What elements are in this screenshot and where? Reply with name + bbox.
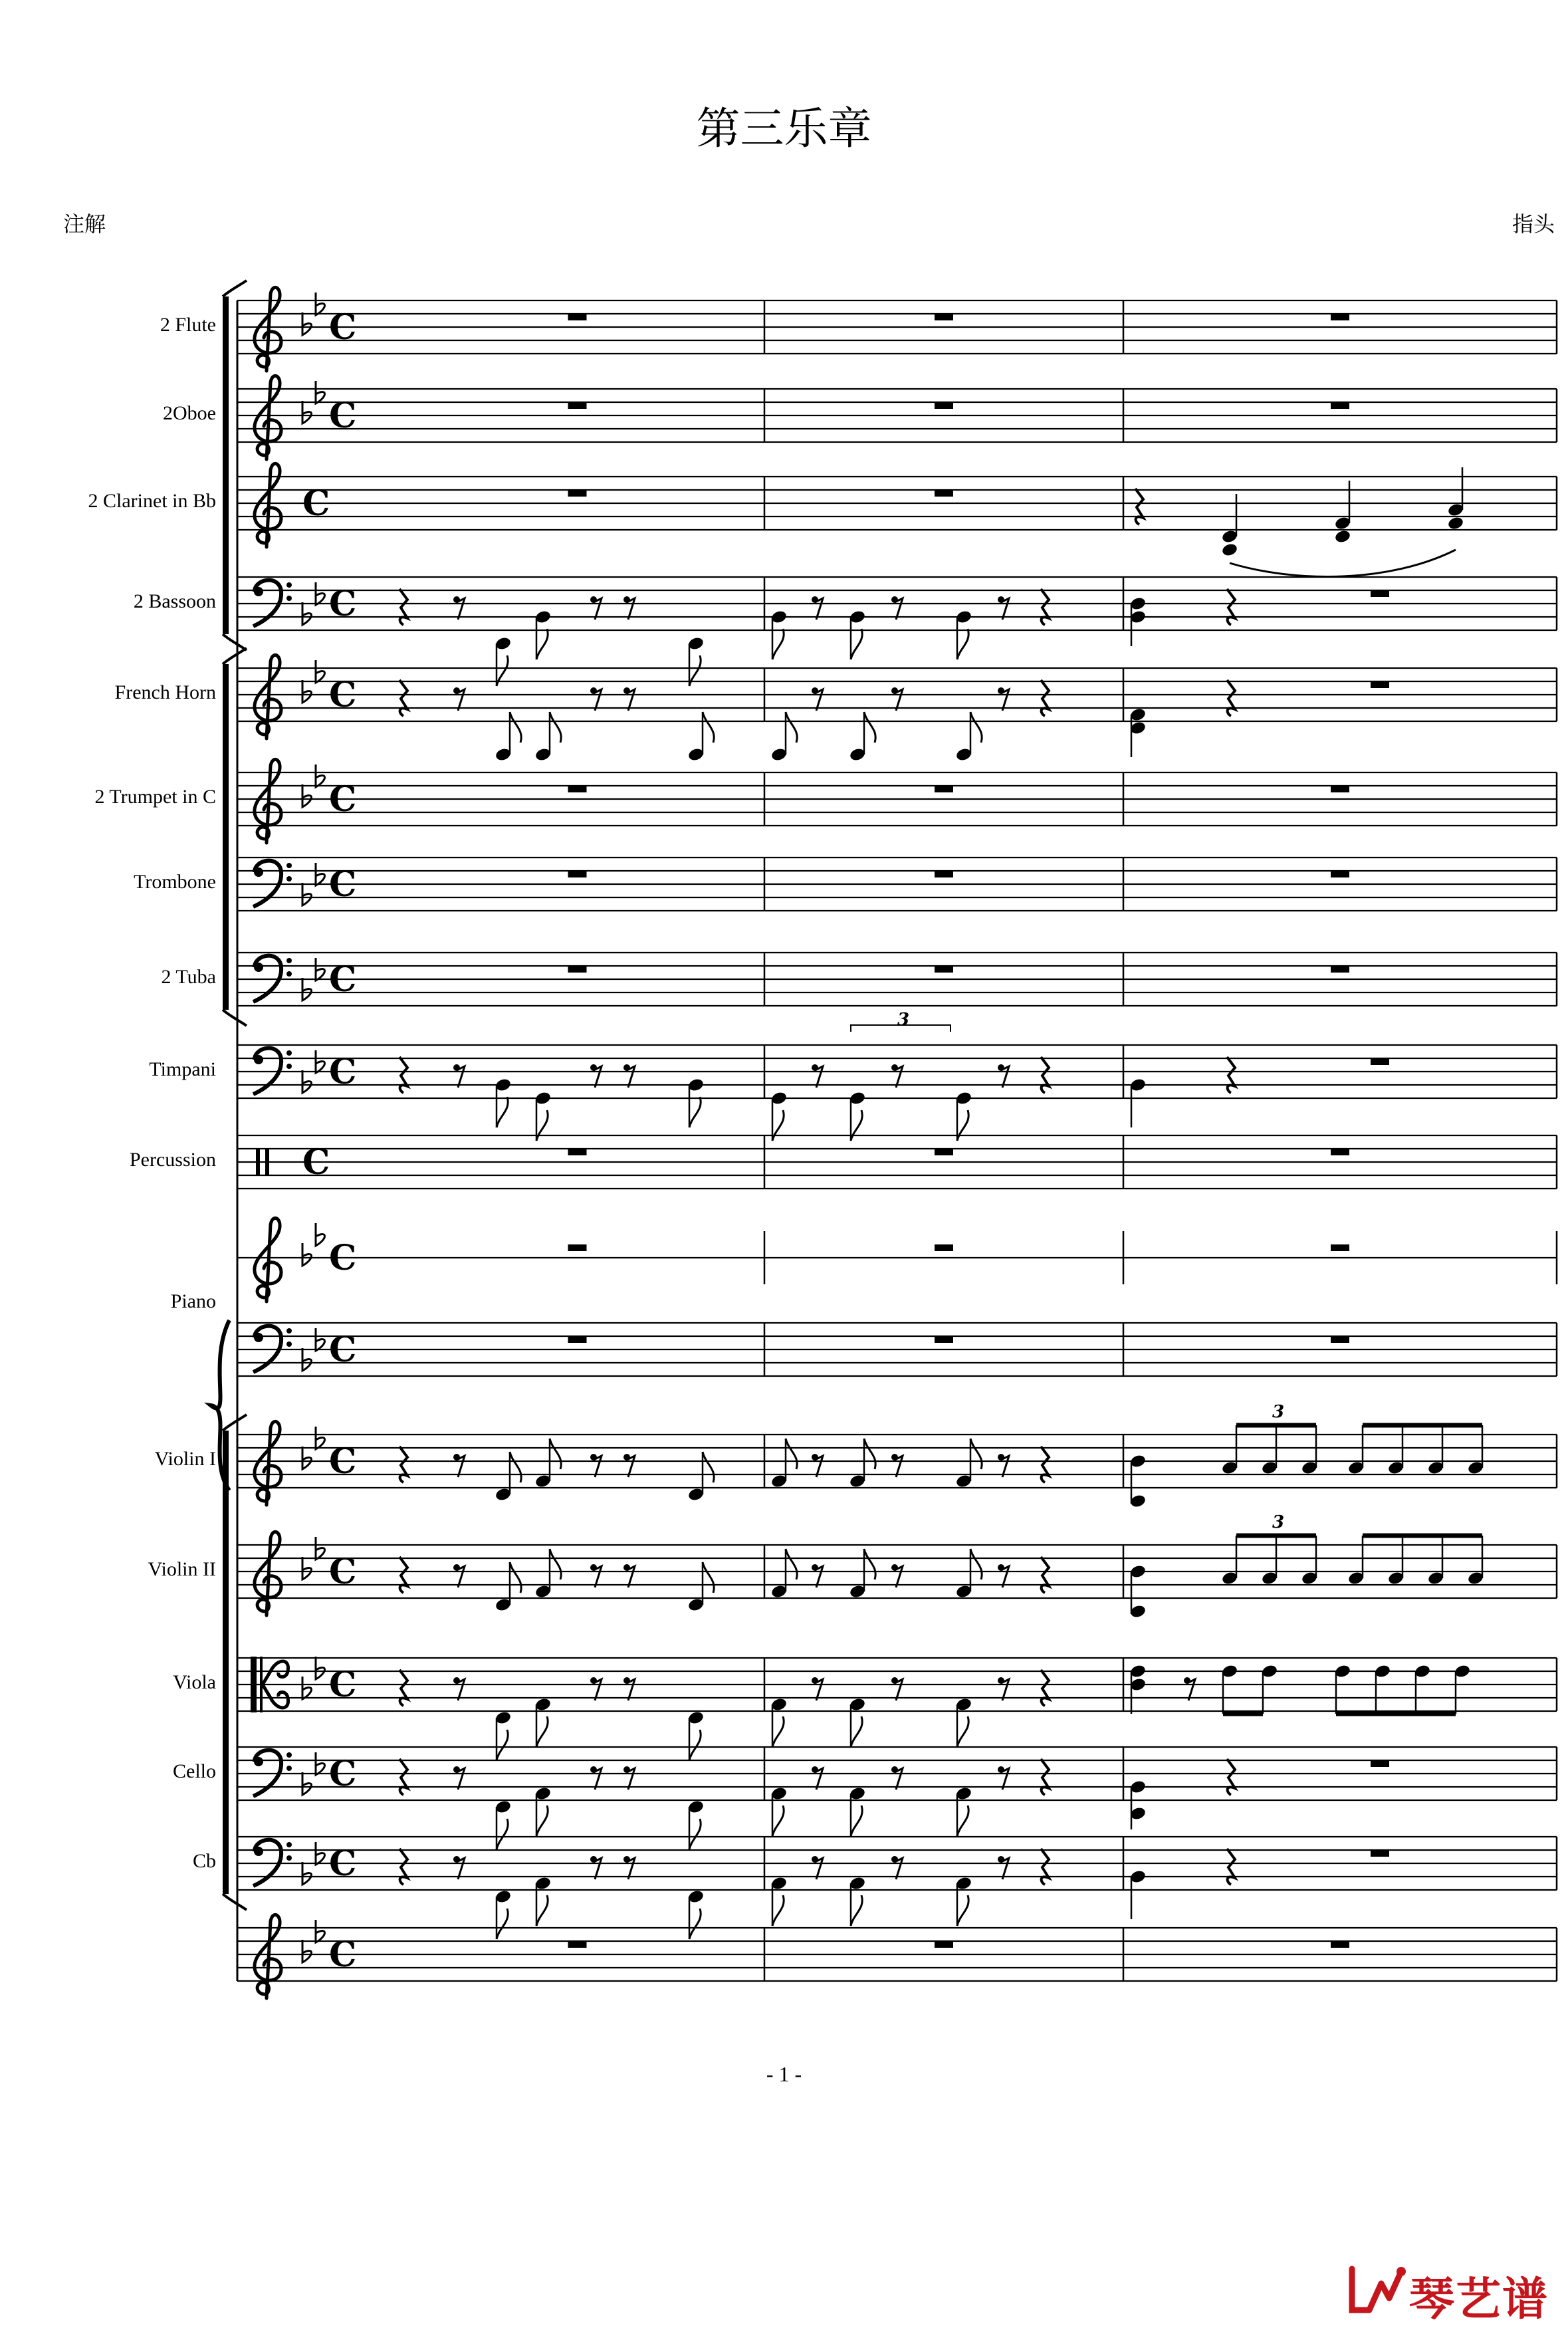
instrument-label-trombone: Trombone xyxy=(134,871,216,893)
common-time-symbol: C xyxy=(329,396,357,436)
flat-icon xyxy=(316,863,325,885)
percussion-clef-icon xyxy=(256,1149,260,1175)
quarter-rest xyxy=(399,589,407,625)
common-time-symbol: C xyxy=(329,675,357,715)
instrument-label-violin2: Violin II xyxy=(148,1558,216,1580)
flat-icon xyxy=(316,660,325,683)
quarter-rest xyxy=(399,1670,407,1706)
quarter-rest xyxy=(1135,489,1143,525)
instrument-label-clarinet: 2 Clarinet in Bb xyxy=(88,490,216,512)
page-number: - 1 - xyxy=(766,2062,802,2086)
common-time-symbol: C xyxy=(329,307,357,348)
flat-icon xyxy=(316,1050,325,1073)
whole-rest xyxy=(935,966,953,973)
quarter-rest xyxy=(1041,1670,1049,1706)
flat-icon xyxy=(316,582,325,605)
whole-rest xyxy=(568,314,587,320)
quarter-rest xyxy=(399,1057,407,1093)
tuplet-label: 3 xyxy=(1272,1402,1285,1422)
strings-bracket xyxy=(223,1431,229,1894)
flat-icon xyxy=(302,401,312,423)
quarter-rest xyxy=(1227,1849,1235,1885)
whole-rest xyxy=(1331,1336,1349,1343)
note-head xyxy=(1447,516,1464,531)
flat-icon xyxy=(316,1537,325,1560)
treble-clef-icon xyxy=(255,1218,281,1302)
flat-icon xyxy=(302,680,312,703)
woodwind-bracket xyxy=(223,296,229,634)
flat-icon xyxy=(316,1842,325,1865)
whole-rest xyxy=(568,871,587,877)
common-time-symbol: C xyxy=(329,1552,357,1592)
note-head xyxy=(1334,529,1351,544)
quarter-rest xyxy=(1227,1057,1235,1093)
flat-icon xyxy=(316,1752,325,1775)
flat-icon xyxy=(302,784,312,807)
common-time-symbol: C xyxy=(329,779,357,820)
whole-rest xyxy=(1331,1941,1349,1948)
whole-rest xyxy=(1331,966,1349,973)
flat-icon xyxy=(302,1447,312,1469)
flat-icon xyxy=(302,1243,312,1266)
common-time-symbol: C xyxy=(329,1934,357,1975)
brass-bracket xyxy=(223,664,229,1010)
whole-rest xyxy=(1331,871,1349,877)
site-logo xyxy=(1343,2257,1555,2326)
common-time-symbol: C xyxy=(329,1754,357,1794)
quarter-rest xyxy=(399,1557,407,1593)
flat-icon xyxy=(302,1862,312,1885)
instrument-label-flute: 2 Flute xyxy=(160,314,216,336)
common-time-symbol: C xyxy=(329,959,357,1000)
common-time-symbol: C xyxy=(329,1052,357,1092)
quarter-rest xyxy=(1041,1447,1049,1482)
whole-rest xyxy=(935,786,953,792)
instrument-label-bassoon: 2 Bassoon xyxy=(133,590,216,612)
quarter-rest xyxy=(399,1759,407,1795)
flat-icon xyxy=(302,1940,312,1962)
whole-rest xyxy=(1371,590,1389,597)
quarter-rest xyxy=(1041,1849,1049,1885)
whole-rest xyxy=(1331,1149,1349,1155)
quarter-rest xyxy=(1227,1759,1235,1795)
whole-rest xyxy=(568,1336,587,1343)
flat-icon xyxy=(302,1557,312,1579)
whole-rest xyxy=(1371,681,1389,688)
flat-icon xyxy=(302,1348,312,1371)
flat-icon xyxy=(316,1920,325,1942)
whole-rest xyxy=(1371,1760,1389,1767)
whole-rest xyxy=(1371,1850,1389,1857)
whole-rest xyxy=(935,1149,953,1155)
whole-rest xyxy=(935,1336,953,1343)
whole-rest xyxy=(935,1941,953,1948)
whole-rest xyxy=(1331,786,1349,792)
quarter-rest xyxy=(1227,589,1235,625)
quarter-rest xyxy=(1041,1759,1049,1795)
instrument-label-trumpet: 2 Trumpet in C xyxy=(94,786,216,808)
music-note-logo-icon xyxy=(1343,2257,1409,2320)
flat-icon xyxy=(316,1657,325,1679)
tie xyxy=(1230,550,1456,576)
flat-icon xyxy=(316,292,325,315)
whole-rest xyxy=(935,1244,953,1251)
whole-rest xyxy=(568,1149,587,1155)
whole-rest xyxy=(935,402,953,409)
note-head xyxy=(1221,542,1238,558)
whole-rest xyxy=(1371,1058,1389,1065)
instrument-label-horn: French Horn xyxy=(114,681,216,703)
instrument-label-cb: Cb xyxy=(192,1850,216,1872)
whole-rest xyxy=(1331,314,1349,320)
quarter-rest xyxy=(399,680,407,716)
flat-icon xyxy=(316,764,325,787)
score-title: 第三乐章 xyxy=(696,105,872,154)
flat-icon xyxy=(316,1427,325,1449)
quarter-rest xyxy=(1041,1057,1049,1093)
instrument-label-timpani: Timpani xyxy=(149,1058,216,1080)
whole-rest xyxy=(935,871,953,877)
flat-icon xyxy=(302,312,312,335)
instrument-label-percussion: Percussion xyxy=(130,1149,216,1171)
quarter-rest xyxy=(1041,589,1049,625)
common-time-symbol: C xyxy=(329,864,357,905)
quarter-rest xyxy=(1041,1557,1049,1593)
whole-rest xyxy=(568,1941,587,1948)
instrument-label-cello: Cello xyxy=(173,1760,216,1782)
common-time-symbol: C xyxy=(329,1843,357,1884)
fingering-label: 指头 xyxy=(1512,212,1555,236)
flat-icon xyxy=(316,381,325,404)
flat-icon xyxy=(302,978,312,1000)
tuplet-label: 3 xyxy=(897,1010,910,1030)
remark-label: 注解 xyxy=(63,212,106,236)
flat-icon xyxy=(302,1070,312,1093)
watermark-text: 琴艺谱 xyxy=(1409,2274,1549,2326)
whole-rest xyxy=(568,402,587,409)
quarter-rest xyxy=(399,1447,407,1482)
flat-icon xyxy=(302,602,312,625)
instrument-label-oboe: 2Oboe xyxy=(163,402,216,424)
common-time-symbol: C xyxy=(329,1665,357,1705)
flat-icon xyxy=(316,1328,325,1351)
instrument-label-tuba: 2 Tuba xyxy=(161,966,216,988)
common-time-symbol: C xyxy=(329,584,357,624)
common-time-symbol: C xyxy=(302,483,330,524)
whole-rest xyxy=(568,786,587,792)
common-time-symbol: C xyxy=(302,1142,330,1183)
flat-icon xyxy=(302,1677,312,1699)
tuplet-label: 3 xyxy=(1272,1512,1285,1532)
whole-rest xyxy=(568,490,587,497)
quarter-rest xyxy=(399,1849,407,1885)
whole-rest xyxy=(1331,1244,1349,1251)
instrument-label-violin1: Violin I xyxy=(154,1448,216,1470)
quarter-rest xyxy=(1041,680,1049,716)
whole-rest xyxy=(1331,402,1349,409)
whole-rest xyxy=(568,966,587,973)
flat-icon xyxy=(316,1223,325,1246)
whole-rest xyxy=(935,314,953,320)
whole-rest xyxy=(935,490,953,497)
common-time-symbol: C xyxy=(329,1330,357,1370)
flat-icon xyxy=(316,958,325,981)
quarter-rest xyxy=(1227,680,1235,716)
instrument-label-piano: Piano xyxy=(170,1290,216,1312)
flat-icon xyxy=(302,1772,312,1795)
common-time-symbol: C xyxy=(329,1441,357,1482)
flat-icon xyxy=(302,883,312,905)
whole-rest xyxy=(568,1244,587,1251)
common-time-symbol: C xyxy=(329,1238,357,1278)
instrument-label-viola: Viola xyxy=(173,1671,216,1693)
